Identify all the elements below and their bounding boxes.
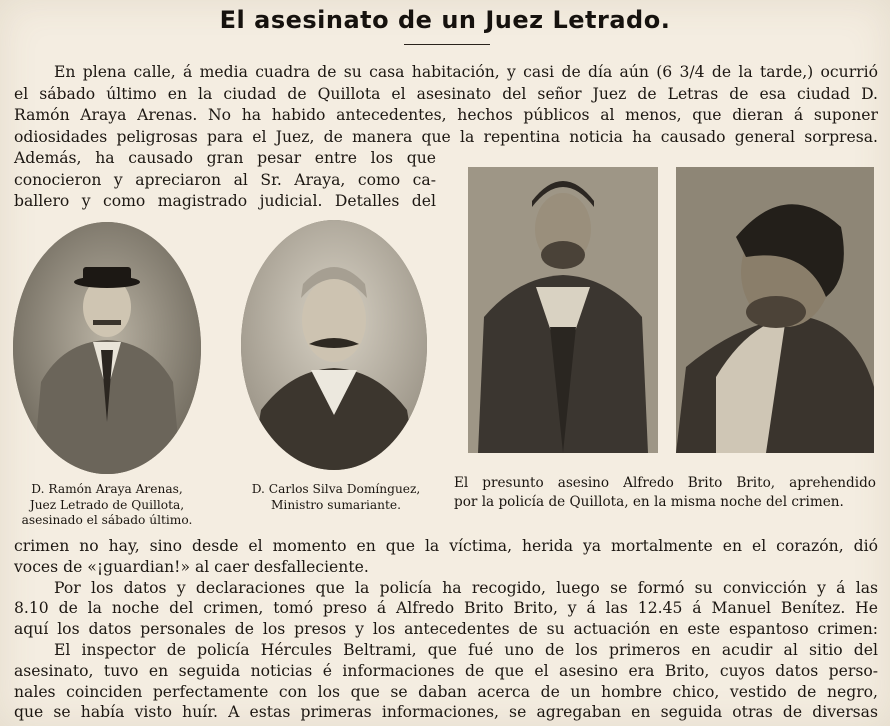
photo-suspect-front bbox=[468, 167, 658, 453]
photo-suspect-front-image bbox=[468, 167, 658, 453]
intro-line: el sábado último en la ciudad de Quillota el asesinato del señor Juez de Letras de esa ciudad D. bbox=[14, 84, 878, 103]
portrait-judge bbox=[13, 222, 201, 474]
caption-judge-line: Juez Letrado de Quillota, bbox=[29, 497, 185, 512]
side-line: conocieron y apreciaron al Sr. Araya, como ca- bbox=[14, 170, 436, 189]
body-line: 8.10 de la noche del crimen, tomó preso á Alfredo Brito Brito, y á las 12.45 á Manuel Benítez. He bbox=[14, 599, 878, 618]
caption-judge-line: D. Ramón Araya Arenas, bbox=[31, 482, 183, 496]
portrait-minister bbox=[241, 220, 427, 470]
body-line: voces de «¡guardian!» al caer desfalleciente. bbox=[14, 557, 369, 576]
caption-minister bbox=[236, 482, 436, 513]
body-line: aquí los datos personales de los presos y los antecedentes de su actuación en este espantoso crimen: bbox=[14, 620, 878, 639]
caption-suspect bbox=[454, 474, 876, 512]
portrait-minister-image bbox=[241, 220, 427, 470]
caption-suspect-line: El presunto asesino Alfredo Brito Brito, aprehendido bbox=[454, 475, 876, 491]
side-paragraph bbox=[14, 148, 436, 213]
body-line: Por los datos y declaraciones que la policía ha recogido, luego se formó su convicción y á las bbox=[54, 578, 878, 597]
intro-line: En plena calle, á media cuadra de su casa habitación, y casi de día aún (6 3/4 de la tarde,) ocurrió bbox=[54, 63, 878, 81]
body-line: nales coinciden perfectamente con los que se daban acerca de un hombre chico, vestido de negro, bbox=[14, 682, 878, 701]
caption-suspect-line: por la policía de Quillota, en la misma noche del crimen. bbox=[454, 494, 844, 510]
body-paragraph bbox=[14, 536, 878, 723]
article-title: El asesinato de un Juez Letrado. bbox=[219, 6, 671, 34]
caption-minister-line: Ministro sumariante. bbox=[270, 497, 402, 512]
photo-suspect-profile bbox=[676, 167, 874, 453]
photo-suspect-profile-image bbox=[676, 167, 874, 453]
caption-judge-line: asesinado el sábado último. bbox=[21, 513, 193, 528]
caption-minister-line: D. Carlos Silva Domínguez, bbox=[251, 482, 421, 496]
body-line: asesinato, tuvo en seguida noticias é informaciones de que el asesino era Brito, cuyos datos perso- bbox=[14, 661, 878, 680]
portrait-judge-image bbox=[13, 222, 201, 474]
intro-line: odiosidades peligrosas para el Juez, de manera que la repentina noticia ha causado general sorpresa. bbox=[14, 127, 878, 146]
intro-line: Ramón Araya Arenas. No ha habido antecedentes, hechos públicos al menos, que dieran á suponer bbox=[14, 106, 878, 125]
caption-judge bbox=[0, 482, 214, 529]
side-line: ballero y como magistrado judicial. Detalles del bbox=[14, 192, 436, 211]
intro-paragraph bbox=[14, 62, 878, 148]
body-line: El inspector de policía Hércules Beltrami, que fué uno de los primeros en acudir al sitio del bbox=[54, 640, 878, 659]
side-line: Además, ha causado gran pesar entre los que bbox=[14, 149, 436, 167]
title-divider bbox=[404, 44, 490, 45]
body-line: crimen no hay, sino desde el momento en que la víctima, herida ya mortalmente en el corazón, dió bbox=[14, 537, 878, 555]
body-line: que se había visto huír. A estas primeras informaciones, se agregaban en seguida otras de diversas bbox=[14, 703, 878, 722]
